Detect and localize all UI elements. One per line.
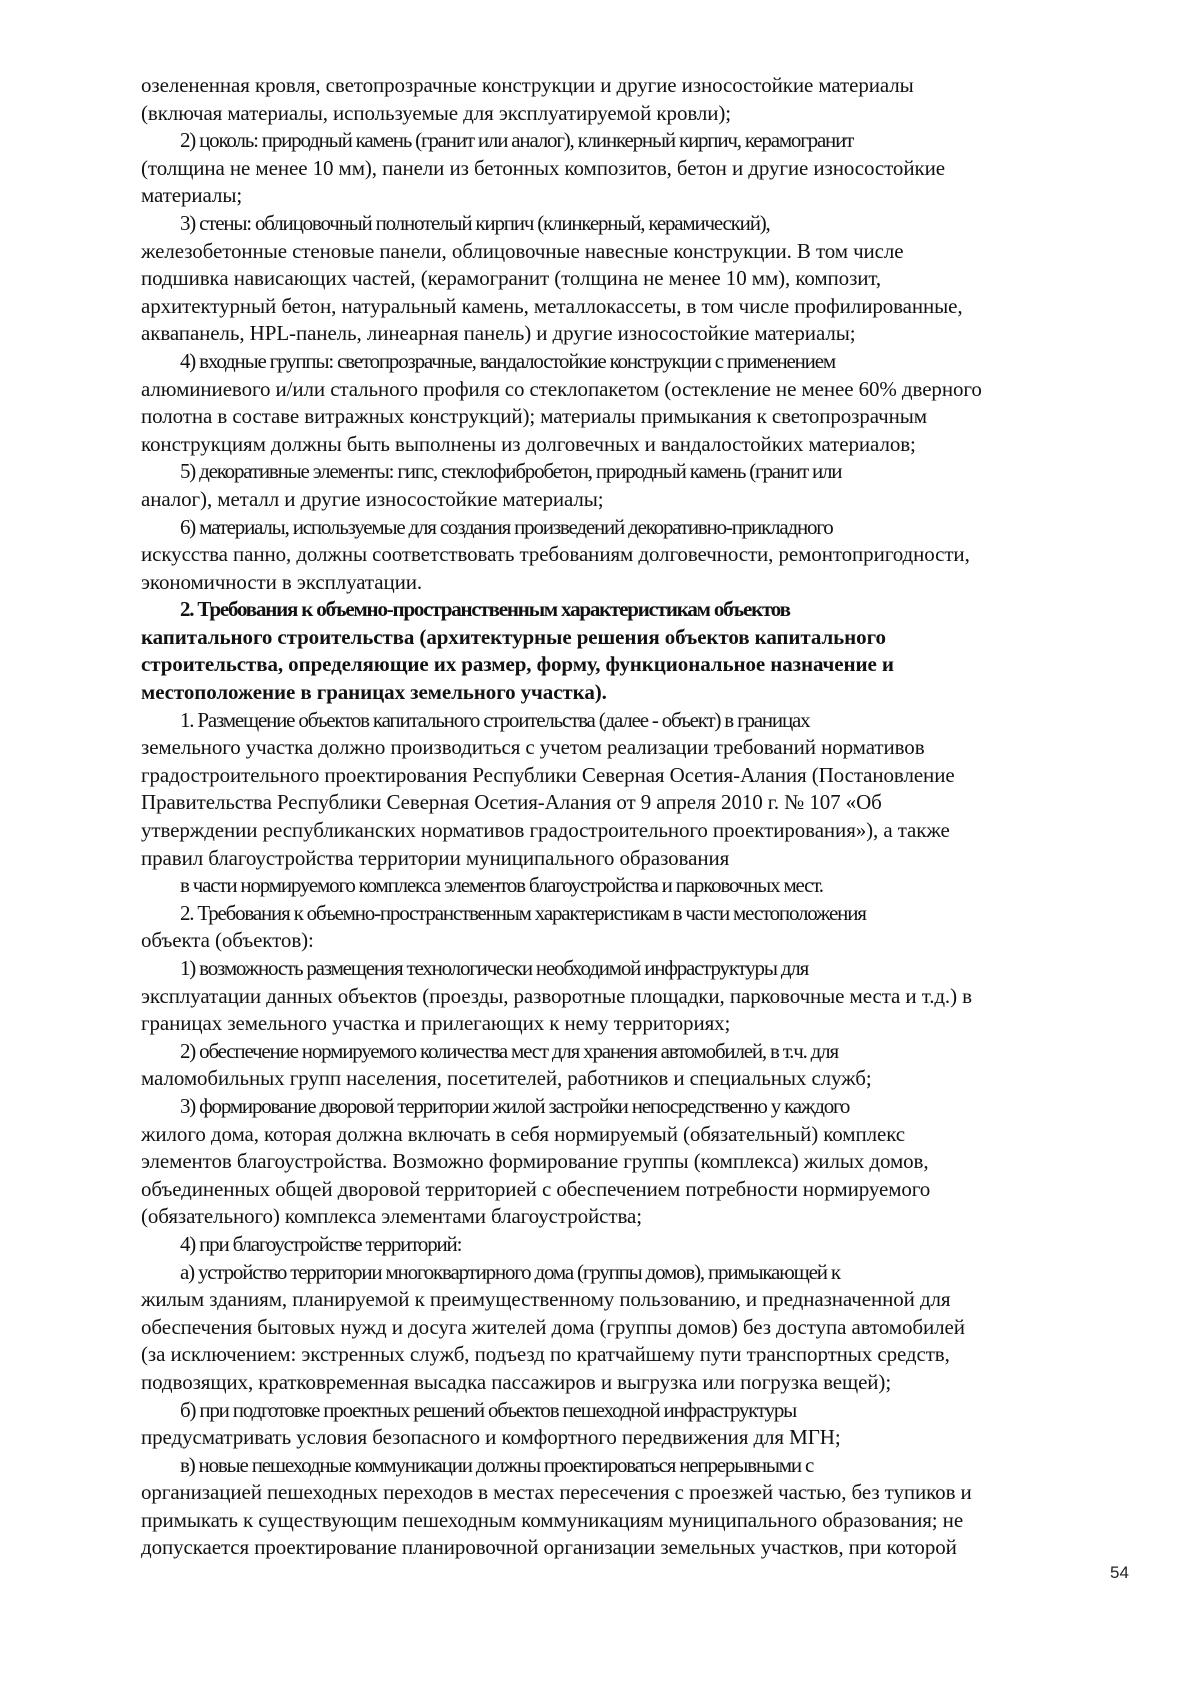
paragraph-line: правил благоустройства территории муниципального образования [141,845,730,870]
paragraph-line: железобетонные стеновые панели, облицовочные навесные конструкции. В том числе [141,238,904,263]
section-heading-line: капитального строительства (архитектурные решения объектов капитального [141,624,886,649]
section-heading-line: строительства, определяющие их размер, форму, функциональное назначение и [141,652,894,677]
paragraph-line: б) при подготовке проектных решений объектов пешеходной инфраструктуры [180,1397,797,1422]
paragraph-line: Правительства Республики Северная Осетия-Алания от 9 апреля 2010 г. № 107 «Об [141,790,882,815]
paragraph-line: эксплуатации данных объектов (проезды, разворотные площадки, парковочные места и т.д.) в [141,983,972,1008]
paragraph-line: примыкать к существующим пешеходным коммуникациям муниципального образования; не [141,1507,964,1532]
paragraph-line: (за исключением: экстренных служб, подъезд по кратчайшему пути транспортных средств, [141,1342,950,1367]
paragraph-line: 2) цоколь: природный камень (гранит или аналог), клинкерный кирпич, керамогранит [180,128,854,153]
paragraph-line: 3) формирование дворовой территории жилой застройки непосредственно у каждого [180,1093,850,1118]
paragraph-line: 6) материалы, используемые для создания произведений декоративно-прикладного [180,514,833,539]
paragraph-line: в части нормируемого комплекса элементов благоустройства и парковочных мест. [180,873,823,898]
paragraph-line: 2) обеспечение нормируемого количества мест для хранения автомобилей, в т.ч. для [180,1038,838,1063]
paragraph-line: обеспечения бытовых нужд и досуга жителей дома (группы домов) без доступа автомобилей [141,1314,965,1339]
paragraph-line: организацией пешеходных переходов в местах пересечения с проезжей частью, без тупиков и [141,1480,972,1505]
section-heading-line: 2. Требования к объемно-пространственным характеристикам объектов [180,597,790,622]
paragraph-line: предусматривать условия безопасного и комфортного передвижения для МГН; [141,1425,841,1450]
paragraph-line: алюминиевого и/или стального профиля со стеклопакетом (остекление не менее 60% дверного [141,376,982,401]
paragraph-line: 1. Размещение объектов капитального строительства (далее - объект) в границах [180,707,810,732]
paragraph-line: маломобильных групп населения, посетителей, работников и специальных служб; [141,1066,872,1091]
paragraph-line: градостроительного проектирования Республики Северная Осетия-Алания (Постановление [141,762,955,787]
paragraph-line: 1) возможность размещения технологически необходимой инфраструктуры для [180,956,809,980]
paragraph-line: материалы; [141,183,243,208]
paragraph-line: объекта (объектов): [141,928,314,953]
paragraph-line: подшивка нависающих частей, (керамогранит (толщина не менее 10 мм), композит, [141,266,882,291]
paragraph-line: аквапанель, HPL-панель, линеарная панель) и другие износостойкие материалы; [141,321,856,346]
paragraph-line: допускается проектирование планировочной организации земельных участков, при которой [141,1535,957,1560]
paragraph-line: искусства панно, должны соответствовать требованиям долговечности, ремонтопригодности, [141,542,970,567]
section-heading-line: местоположение в границах земельного участка). [141,680,607,705]
paragraph-line: аналог), металл и другие износостойкие материалы; [141,486,604,511]
paragraph-line: 2. Требования к объемно-пространственным характеристикам в части местоположения [180,900,866,925]
paragraph-line: подвозящих, кратковременная высадка пассажиров и выгрузка или погрузка вещей); [141,1369,892,1394]
paragraph-line: (включая материалы, используемые для эксплуатируемой кровли); [141,100,732,125]
paragraph-line: 5) декоративные элементы: гипс, стеклофибробетон, природный камень (гранит или [180,459,842,484]
paragraph-line: архитектурный бетон, натуральный камень, металлокассеты, в том числе профилированные, [141,293,963,318]
paragraph-line: 4) входные группы: светопрозрачные, вандалостойкие конструкции с применением [180,348,835,373]
paragraph-line: утверждении республиканских нормативов градостроительного проектирования»), а также [141,818,950,843]
paragraph-line: конструкциям должны быть выполнены из долговечных и вандалостойких материалов; [141,431,916,456]
paragraph-line: жилого дома, которая должна включать в себя нормируемый (обязательный) комплекс [141,1121,906,1146]
page-number: 54 [1110,1563,1129,1582]
paragraph-line: 3) стены: облицовочный полнотелый кирпич (клинкерный, керамический), [180,210,770,235]
document-body [141,72,1141,1562]
paragraph-line: границах земельного участка и прилегающих к нему территориях; [141,1011,731,1036]
paragraph-line: в) новые пешеходные коммуникации должны проектироваться непрерывными с [180,1452,814,1477]
paragraph-line: объединенных общей дворовой территорией с обеспечением потребности нормируемого [141,1176,931,1201]
paragraph-line: полотна в составе витражных конструкций); материалы примыкания к светопрозрачным [141,404,927,429]
paragraph-line: земельного участка должно производиться с учетом реализации требований нормативов [141,735,925,760]
paragraph-line: озелененная кровля, светопрозрачные конструкции и другие износостойкие материалы [141,73,914,97]
paragraph-line: (толщина не менее 10 мм), панели из бетонных композитов, бетон и другие износостойкие [141,155,945,180]
paragraph-line: а) устройство территории многоквартирного дома (группы домов), примыкающей к [180,1259,840,1284]
paragraph-line: элементов благоустройства. Возможно формирование группы (комплекса) жилых домов, [141,1149,929,1174]
paragraph-line: жилым зданиям, планируемой к преимущественному пользованию, и предназначенной для [141,1287,951,1312]
paragraph-line: 4) при благоустройстве территорий: [180,1231,462,1256]
paragraph-line: экономичности в эксплуатации. [141,569,423,594]
paragraph-line: (обязательного) комплекса элементами благоустройства; [141,1204,642,1229]
